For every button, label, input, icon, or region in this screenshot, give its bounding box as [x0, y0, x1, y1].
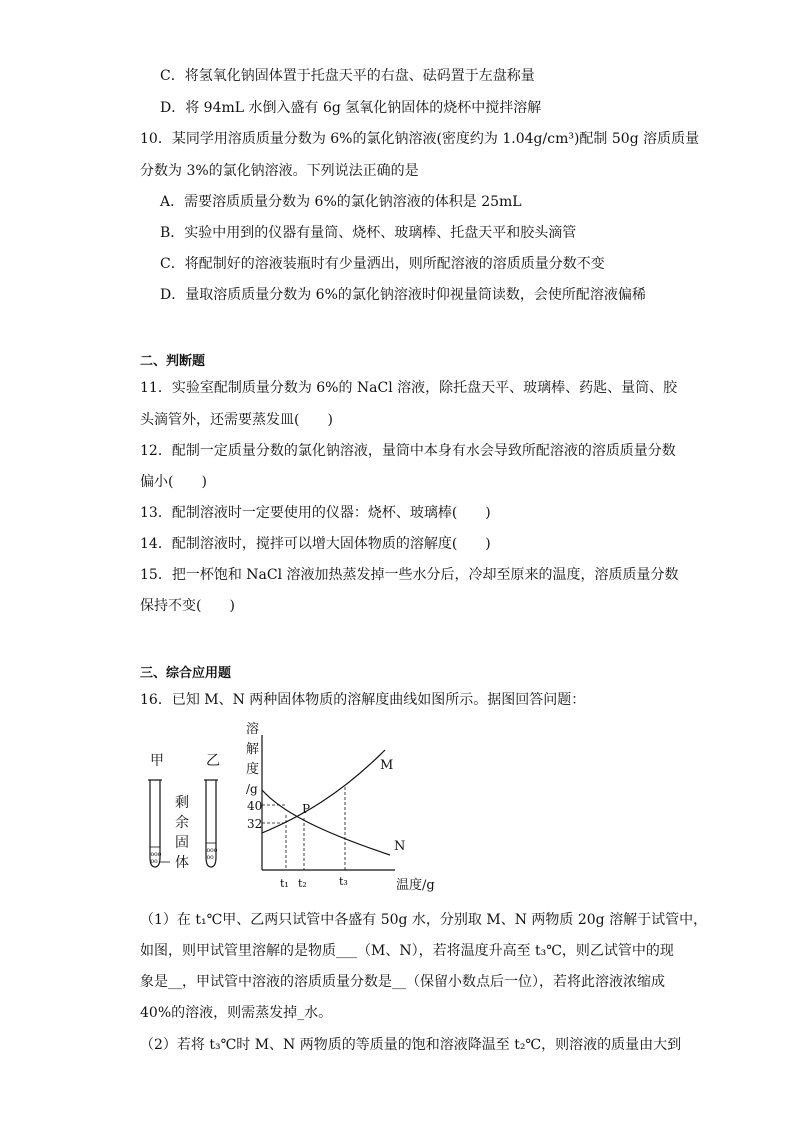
residue-label-1: 剩: [175, 795, 189, 811]
q16-part1-line1: （1）在 t₁℃甲、乙两只试管中各盛有 50g 水，分别取 M、N 两物质 20g 溶解于试管中，: [140, 912, 708, 928]
q11-line1: 11．实验室配制质量分数为 6%的 NaCl 溶液，除托盘天平、玻璃棒、药匙、量筒、胶: [140, 380, 678, 396]
test-tube-yi: [204, 780, 218, 867]
q10-option-b: B．实验中用到的仪器有量筒、烧杯、玻璃棒、托盘天平和胶头滴管: [160, 225, 577, 241]
q16-part1-line2: 如图，则甲试管里溶解的是物质___（M、N），若将温度升高至 t₃℃，则乙试管中的现: [140, 943, 674, 959]
curve-m-label: M: [380, 758, 394, 773]
q9-option-d: D．将 94mL 水倒入盛有 6g 氢氧化钠固体的烧杯中搅拌溶解: [160, 100, 542, 116]
q16-part2-line1: （2）若将 t₃℃时 M、N 两物质的等质量的饱和溶液降温至 t₂℃，则溶液的质量由大到: [140, 1037, 682, 1053]
residue-label-2: 余: [175, 815, 189, 831]
q16-part1-line4: 40%的溶液，则需蒸发掉_水。: [140, 1005, 333, 1021]
section-3-title: 三、综合应用题: [140, 666, 232, 681]
q16-part1-line3: 象是__，甲试管中溶液的溶质质量分数是__（保留小数点后一位），若将此溶液浓缩成: [140, 974, 665, 990]
q9-option-c: C．将氢氧化钠固体置于托盘天平的右盘、砝码置于左盘称量: [160, 68, 535, 84]
solubility-figure: [140, 715, 450, 895]
residue-label-4: 体: [175, 855, 189, 871]
q12-line1: 12．配制一定质量分数的氯化钠溶液，量筒中本身有水会导致所配溶液的溶质质量分数: [140, 443, 676, 459]
q10-option-a: A．需要溶质质量分数为 6%的氯化钠溶液的体积是 25mL: [160, 194, 522, 210]
test-tube-jia: [148, 780, 170, 867]
q13: 13．配制溶液时一定要使用的仪器：烧杯、玻璃棒( ): [140, 505, 491, 521]
tube-jia-bubbles-2: oo: [150, 858, 158, 865]
section-2-title: 二、判断题: [140, 354, 206, 369]
tube-jia-label: 甲: [150, 753, 164, 769]
q10-option-c: C．将配制好的溶液装瓶时有少量洒出，则所配溶液的溶质质量分数不变: [160, 256, 605, 272]
tube-yi-bubbles-2: oo: [206, 854, 214, 861]
tube-yi-label: 乙: [206, 753, 220, 769]
q15-line2: 保持不变( ): [140, 598, 235, 614]
y-axis-label-3: 度: [246, 762, 260, 777]
x-tick-t2: t₂: [298, 877, 307, 890]
y-axis-label-2: 解: [246, 742, 260, 757]
q10-stem-line2: 分数为 3%的氯化钠溶液。下列说法正确的是: [140, 163, 419, 179]
y-axis-label-4: /g: [246, 782, 258, 796]
q16-stem: 16．已知 M、N 两种固体物质的溶解度曲线如图所示。据图回答问题：: [140, 692, 586, 708]
q12-line2: 偏小( ): [140, 474, 207, 490]
residue-label-3: 固: [175, 835, 189, 851]
tube-yi-bubbles: ooo: [206, 847, 218, 854]
q10-stem-line1: 10．某同学用溶质质量分数为 6%的氯化钠溶液(密度约为 1.04g/cm³)配制 50g 溶质质量: [140, 131, 700, 147]
curve-n: [262, 790, 390, 855]
q15-line1: 15．把一杯饱和 NaCl 溶液加热蒸发掉一些水分后，冷却至原来的温度，溶质质量分数: [140, 567, 679, 583]
y-axis-label-1: 溶: [246, 722, 260, 737]
y-tick-32: 32: [247, 817, 263, 831]
tube-jia-bubbles: ooo: [150, 851, 162, 858]
point-p-label: P: [302, 802, 311, 816]
x-tick-t1: t₁: [280, 877, 289, 890]
q11-line2: 头滴管外，还需要蒸发皿( ): [140, 412, 333, 428]
y-tick-40: 40: [247, 799, 263, 813]
x-axis-label: 温度/g: [396, 878, 435, 893]
q14: 14．配制溶液时，搅拌可以增大固体物质的溶解度( ): [140, 536, 491, 552]
q10-option-d: D．量取溶质质量分数为 6%的氯化钠溶液时仰视量筒读数，会使所配溶液偏稀: [160, 287, 646, 303]
curve-n-label: N: [394, 839, 406, 854]
x-tick-t3: t₃: [339, 875, 348, 888]
curve-m: [262, 750, 385, 833]
